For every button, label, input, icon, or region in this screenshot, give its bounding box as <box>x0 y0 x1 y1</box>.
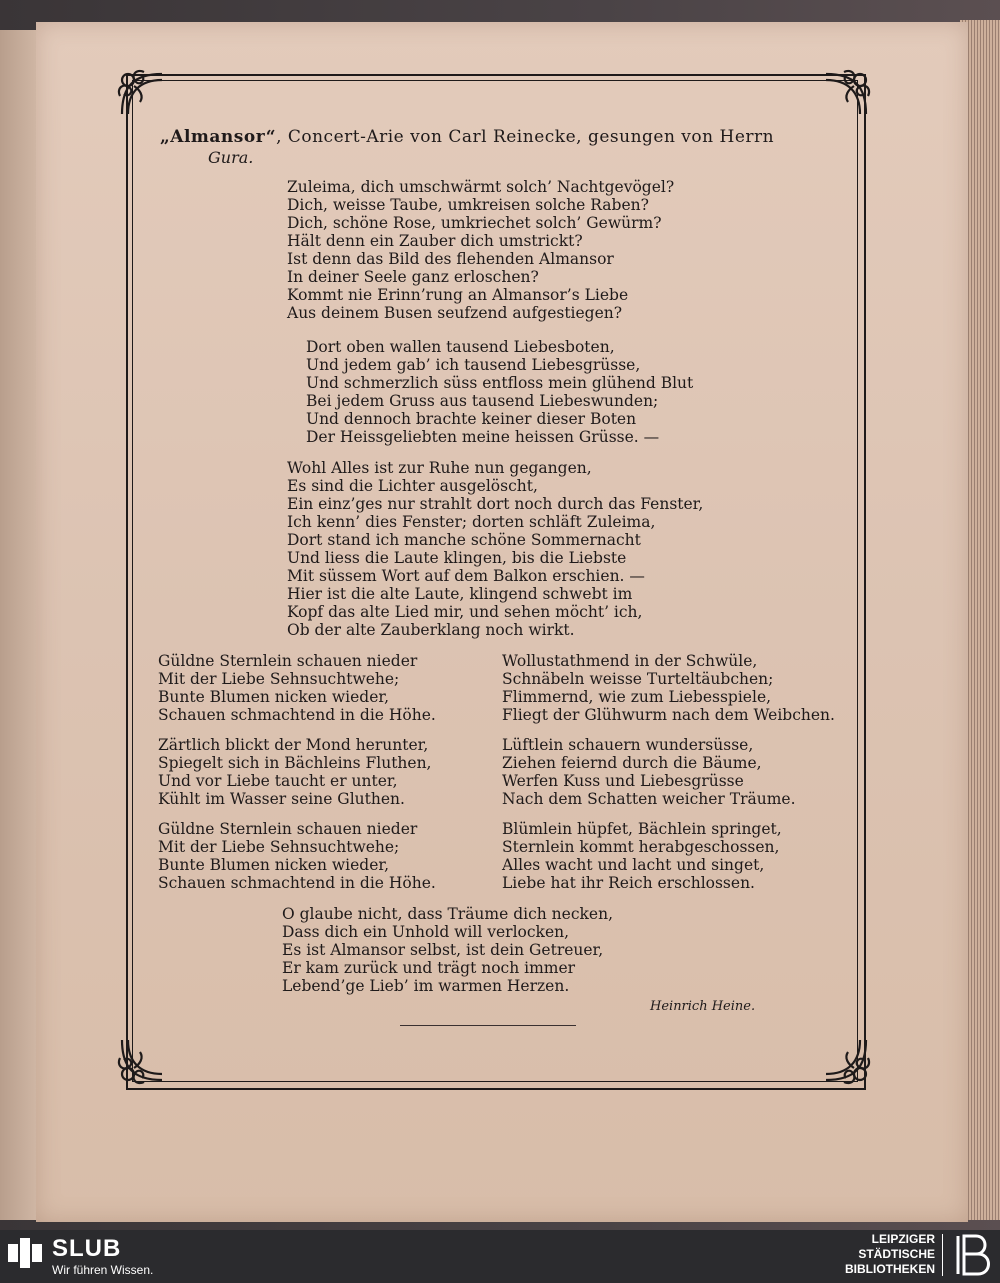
title-bold: „Almansor“ <box>160 127 277 147</box>
verse-line: Und vor Liebe taucht er unter, <box>158 772 398 790</box>
verse-line: Dich, schöne Rose, umkriechet solch’ Gewürm? <box>287 214 662 232</box>
verse-line: Mit der Liebe Sehnsuchtwehe; <box>158 838 400 856</box>
title-rest: , Concert-Arie von Carl Reinecke, gesungen von Herrn <box>276 127 775 147</box>
verse-line: Kühlt im Wasser seine Gluthen. <box>158 790 405 808</box>
right-column-verse-2 <box>502 736 796 808</box>
verse-line: Es ist Almansor selbst, ist dein Getreuer, <box>282 941 604 959</box>
verse-line: Dort stand ich manche schöne Sommernacht <box>287 531 641 549</box>
verse-line: Hält denn ein Zauber dich umstrickt? <box>287 232 583 250</box>
corner-ornament-icon <box>114 1032 170 1088</box>
viewer-footer-bar <box>0 1230 1000 1280</box>
verse-line: Güldne Sternlein schauen nieder <box>158 820 418 838</box>
verse-line: Werfen Kuss und Liebesgrüsse <box>502 772 744 790</box>
verse-line: Es sind die Lichter ausgelöscht, <box>287 477 538 495</box>
verse-line: Fliegt der Glühwurm nach dem Weibchen. <box>502 706 835 724</box>
left-page-edge <box>0 30 38 1220</box>
library-name-line: BIBLIOTHEKEN <box>845 1262 935 1276</box>
verse-line: Zärtlich blickt der Mond herunter, <box>158 736 429 754</box>
verse-line: O glaube nicht, dass Träume dich necken, <box>282 905 613 923</box>
singer-name: Gura. <box>208 148 254 167</box>
closing-rule <box>400 1025 576 1026</box>
verse-line: Alles wacht und lacht und singet, <box>502 856 765 874</box>
verse-line: Und dennoch brachte keiner dieser Boten <box>306 410 637 428</box>
verse-line: Bei jedem Gruss aus tausend Liebeswunden; <box>306 392 659 410</box>
verse-line: Ein einz’ges nur strahlt dort noch durch das Fenster, <box>287 495 704 513</box>
left-column-verse-1 <box>158 652 436 724</box>
slub-tagline: Wir führen Wissen. <box>52 1263 154 1277</box>
verse-line: Schauen schmachtend in die Höhe. <box>158 706 436 724</box>
verse-line: Spiegelt sich in Bächleins Fluthen, <box>158 754 432 772</box>
library-name-line: LEIPZIGER <box>871 1232 935 1246</box>
stanza-2 <box>306 338 693 446</box>
corner-ornament-icon <box>818 1032 874 1088</box>
verse-line: Güldne Sternlein schauen nieder <box>158 652 418 670</box>
page-title <box>160 128 826 146</box>
verse-line: Und liess die Laute klingen, bis die Liebste <box>287 549 627 567</box>
verse-line: Ob der alte Zauberklang noch wirkt. <box>287 621 575 639</box>
verse-line: Kommt nie Erinn’rung an Almansor’s Liebe <box>287 286 629 304</box>
verse-line: Er kam zurück und trägt noch immer <box>282 959 576 977</box>
left-column-verse-3 <box>158 820 436 892</box>
verse-line: Dort oben wallen tausend Liebesboten, <box>306 338 615 356</box>
verse-line: Der Heissgeliebten meine heissen Grüsse. — <box>306 428 660 446</box>
slub-logo-icon[interactable] <box>8 1238 42 1268</box>
verse-line: Liebe hat ihr Reich erschlossen. <box>502 874 755 892</box>
verse-line: Lüftlein schauern wundersüsse, <box>502 736 754 754</box>
verse-line: Dass dich ein Unhold will verlocken, <box>282 923 570 941</box>
verse-line: Ziehen feiernd durch die Bäume, <box>502 754 762 772</box>
verse-line: Und jedem gab’ ich tausend Liebesgrüsse, <box>306 356 641 374</box>
left-column-verse-2 <box>158 736 431 808</box>
verse-line: Lebend’ge Lieb’ im warmen Herzen. <box>282 977 570 995</box>
verse-line: Dich, weisse Taube, umkreisen solche Raben? <box>287 196 649 214</box>
verse-line: Mit süssem Wort auf dem Balkon erschien. — <box>287 567 645 585</box>
verse-line: Wohl Alles ist zur Ruhe nun gegangen, <box>287 459 592 477</box>
verse-line: Ich kenn’ dies Fenster; dorten schläft Zuleima, <box>287 513 656 531</box>
stanza-3 <box>287 459 703 639</box>
slub-name[interactable]: SLUB <box>52 1235 122 1262</box>
verse-line: Bunte Blumen nicken wieder, <box>158 856 390 874</box>
verse-line: Mit der Liebe Sehnsuchtwehe; <box>158 670 400 688</box>
verse-line: Nach dem Schatten weicher Träume. <box>502 790 796 808</box>
verse-line: In deiner Seele ganz erloschen? <box>287 268 539 286</box>
verse-line: Flimmernd, wie zum Liebesspiele, <box>502 688 772 706</box>
stanza-1 <box>287 178 674 322</box>
verse-line: Wollustathmend in der Schwüle, <box>502 652 758 670</box>
stanza-4 <box>282 905 613 995</box>
right-column-verse-1 <box>502 652 835 724</box>
verse-line: Blümlein hüpfet, Bächlein springet, <box>502 820 782 838</box>
corner-ornament-icon <box>818 66 874 122</box>
verse-line: Schnäbeln weisse Turteltäubchen; <box>502 670 774 688</box>
library-name-line: STÄDTISCHE <box>858 1247 935 1261</box>
right-column-verse-3 <box>502 820 782 892</box>
verse-line: Aus deinem Busen seufzend aufgestiegen? <box>287 304 623 322</box>
verse-line: Ist denn das Bild des flehenden Almansor <box>287 250 614 268</box>
verse-line: Zuleima, dich umschwärmt solch’ Nachtgevögel? <box>287 178 675 196</box>
verse-line: Und schmerzlich süss entfloss mein glühend Blut <box>306 374 694 392</box>
corner-ornament-icon <box>114 66 170 122</box>
author-signature: Heinrich Heine. <box>650 999 756 1014</box>
verse-line: Hier ist die alte Laute, klingend schwebt im <box>287 585 633 603</box>
verse-line: Bunte Blumen nicken wieder, <box>158 688 390 706</box>
verse-line: Sternlein kommt herabgeschossen, <box>502 838 780 856</box>
verse-line: Schauen schmachtend in die Höhe. <box>158 874 436 892</box>
footer-divider <box>942 1234 943 1276</box>
verse-line: Kopf das alte Lied mir, und sehen möcht’ ich, <box>287 603 643 621</box>
library-logo-icon[interactable] <box>950 1232 996 1278</box>
library-name[interactable] <box>820 1232 935 1277</box>
